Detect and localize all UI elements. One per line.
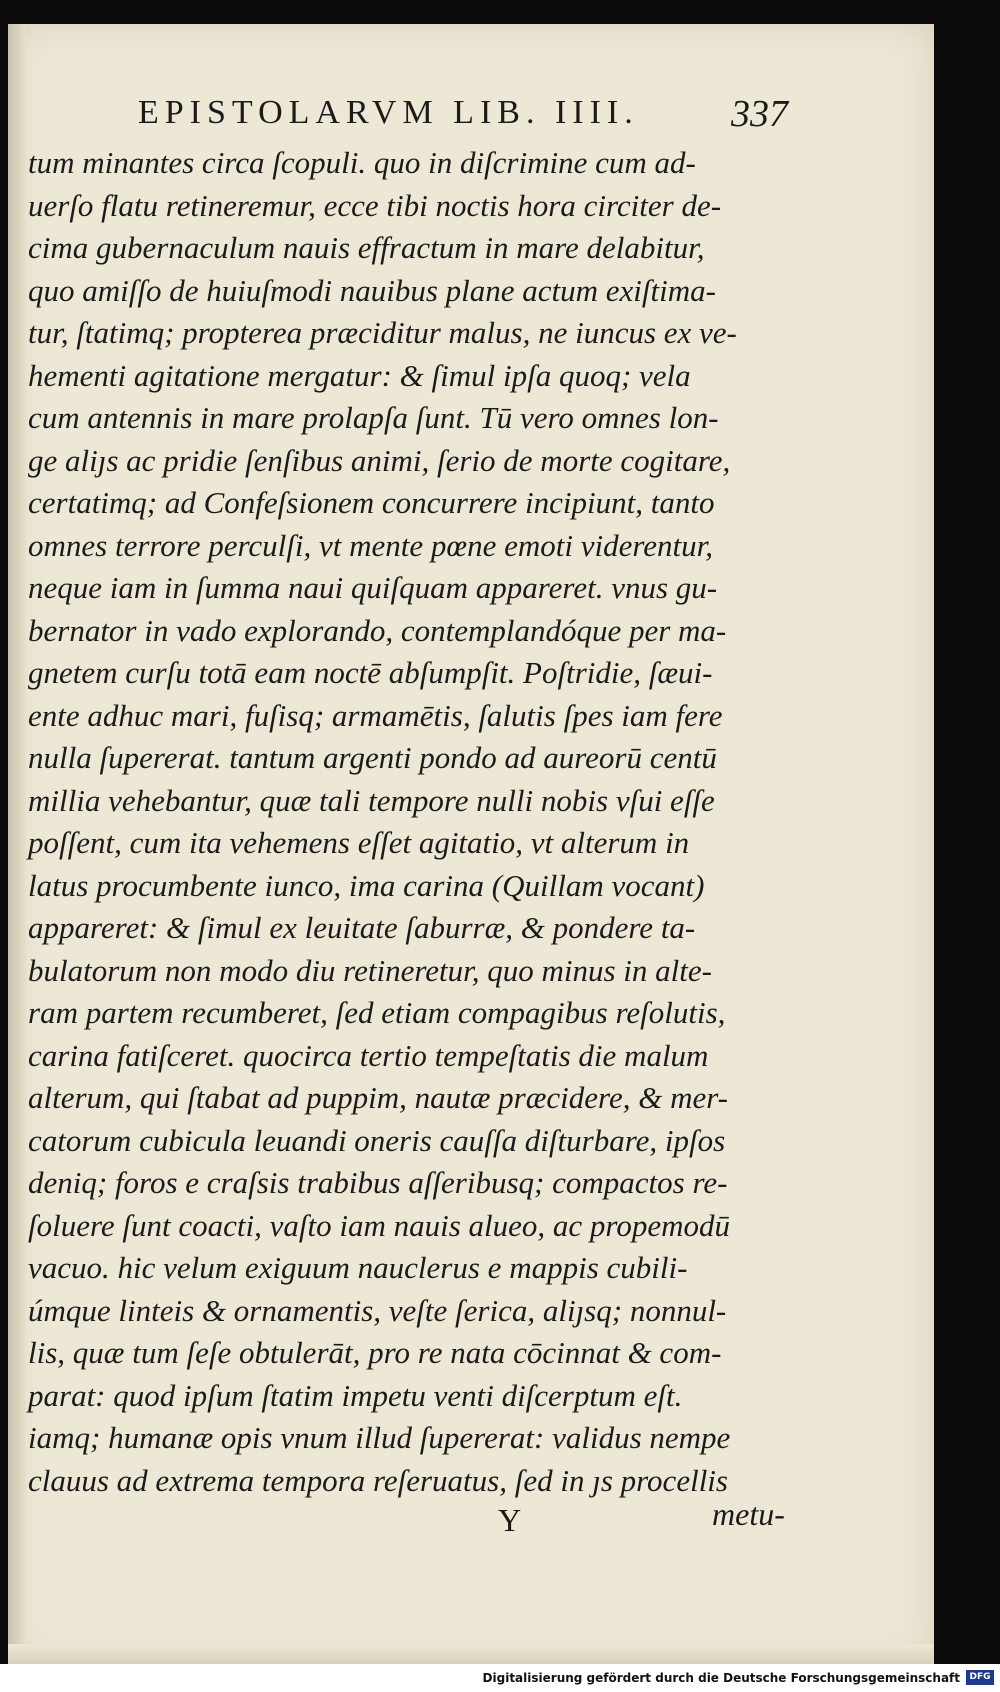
text-line: millia vehebantur, quæ tali tempore nulli nobis vſui eſſe: [28, 782, 715, 818]
text-line: bulatorum non modo diu retineretur, quo minus in alte-: [28, 952, 712, 988]
page-header: [138, 94, 788, 144]
digitization-footer: [0, 1664, 1000, 1692]
page-number: 337: [731, 93, 788, 135]
text-line: certatimq; ad Confeſsionem concurrere incipiunt, tanto: [28, 485, 715, 520]
text-line: uerſo flatu retineremur, ecce tibi noctis hora circiter de-: [28, 187, 722, 223]
catchword: metu-: [712, 1496, 785, 1532]
text-line: catorum cubicula leuandi oneris cauſſa diſturbare, ipſos: [28, 1122, 726, 1158]
text-line: cima gubernaculum nauis effractum in mare delabitur,: [28, 230, 705, 265]
text-line: carina fatiſceret. quocirca tertio tempeſtatis die malum: [28, 1037, 709, 1073]
text-line: cum antennis in mare prolapſa ſunt. Tū vero omnes lon-: [28, 400, 719, 435]
signature-mark: Y: [498, 1502, 522, 1538]
text-line: ge aliȷs ac pridie ſenſibus animi, ſerio de morte cogitare,: [28, 442, 731, 478]
page-bottom-edge: [8, 1644, 934, 1664]
text-line: vacuo. hic velum exiguum nauclerus e mappis cubili-: [28, 1250, 688, 1285]
text-line: parat: quod ipſum ſtatim impetu venti diſcerptum eſt.: [28, 1377, 683, 1413]
text-line: deniq; foros e craſsis trabibus aſſeribusq; compactos re-: [28, 1165, 728, 1200]
body-text: [28, 142, 768, 1502]
text-line: ente adhuc mari, fuſisq; armamētis, ſalutis ſpes iam fere: [28, 697, 723, 733]
text-line: hementi agitatione mergatur: & ſimul ipſa quoq; vela: [28, 357, 691, 393]
dfg-logo-icon: DFG: [966, 1670, 994, 1685]
text-line: alterum, qui ſtabat ad puppim, nautæ præcidere, & mer-: [28, 1080, 728, 1115]
text-line: latus procumbente iunco, ima carina (Quillam vocant): [28, 867, 705, 903]
text-line: ſoluere ſunt coacti, vaſto iam nauis alueo, ac propemodū: [28, 1207, 730, 1243]
page-gutter: [8, 24, 26, 1664]
text-line: iamq; humanæ opis vnum illud ſupererat: validus nempe: [28, 1420, 731, 1455]
text-line: neque iam in ſumma naui quiſquam appareret. vnus gu-: [28, 570, 718, 605]
text-line: lis, quæ tum ſeſe obtulerāt, pro re nata cōcinnat & com-: [28, 1335, 722, 1370]
text-line: tur, ſtatimq; propterea præciditur malus, ne iuncus ex ve-: [28, 315, 737, 350]
text-line: appareret: & ſimul ex leuitate ſaburræ, & pondere ta-: [28, 910, 696, 945]
text-line: nulla ſupererat. tantum argenti pondo ad aureorū centū: [28, 740, 717, 775]
text-line: ram partem recumberet, ſed etiam compagibus reſolutis,: [28, 995, 726, 1030]
book-page: [8, 24, 934, 1664]
text-line: omnes terrore perculſi, vt mente pœne emoti viderentur,: [28, 527, 713, 563]
text-line: bernator in vado explorando, contemplandóque per ma-: [28, 612, 727, 648]
text-line: tum minantes circa ſcopuli. quo in diſcrimine cum ad-: [28, 145, 696, 180]
footer-credit: Digitalisierung gefördert durch die Deutsche Forschungsgemeinschaft: [482, 1671, 960, 1685]
running-title: EPISTOLARVM LIB. IIII.: [138, 94, 639, 131]
text-line: úmque linteis & ornamentis, veſte ſerica, aliȷsq; nonnul-: [28, 1292, 727, 1328]
text-line: quo amiſſo de huiuſmodi nauibus plane actum exiſtima-: [28, 272, 716, 308]
text-line: gnetem curſu totā eam noctē abſumpſit. Poſtridie, ſæui-: [28, 655, 713, 690]
text-line: poſſent, cum ita vehemens eſſet agitatio, vt alterum in: [28, 825, 690, 860]
text-line: clauus ad extrema tempora reſeruatus, ſed in ȷs procellis: [28, 1462, 728, 1498]
